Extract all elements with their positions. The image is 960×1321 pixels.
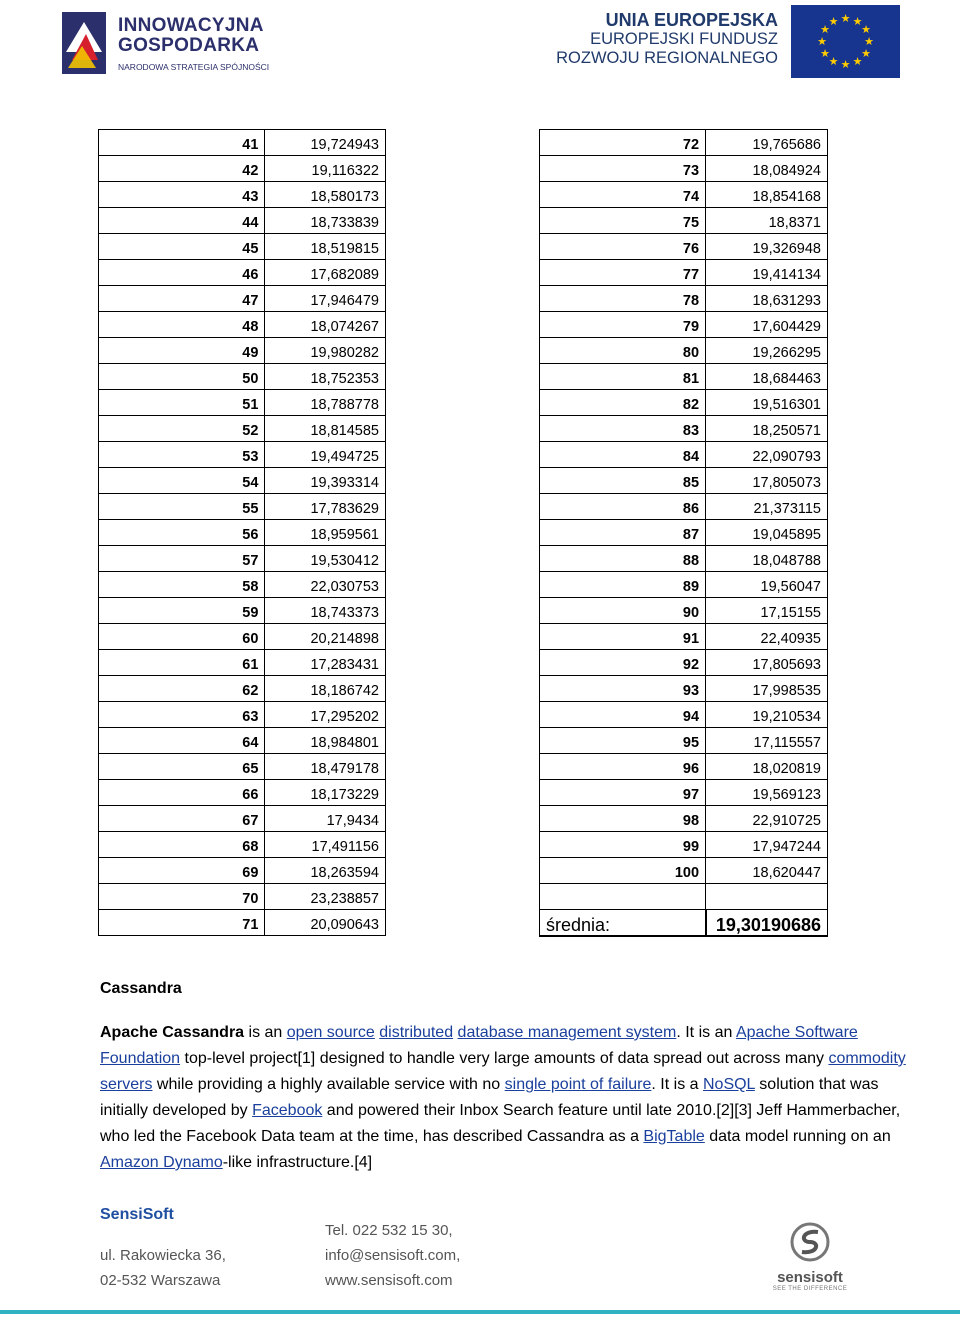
row-value: 18,074267 <box>265 312 386 338</box>
svg-text:★: ★ <box>820 23 830 36</box>
row-number: 65 <box>99 754 265 780</box>
table-row <box>99 468 386 494</box>
logo-line-3: NARODOWA STRATEGIA SPÓJNOŚCI <box>118 62 270 72</box>
row-number: 49 <box>99 338 265 364</box>
row-number: 54 <box>99 468 265 494</box>
row-value: 19,210534 <box>706 702 828 728</box>
ig-emblem-icon <box>62 12 106 74</box>
eu-flag-icon <box>791 5 900 78</box>
row-number: 93 <box>540 676 706 702</box>
row-number: 98 <box>540 806 706 832</box>
row-value: 19,530412 <box>265 546 386 572</box>
row-value: 17,15155 <box>706 598 828 624</box>
row-value: 17,283431 <box>265 650 386 676</box>
row-number: 58 <box>99 572 265 598</box>
footer-city: 02-532 Warszawa <box>100 1272 221 1289</box>
eu-line-1: UNIA EUROPEJSKA <box>605 10 778 30</box>
table-row <box>99 390 386 416</box>
row-number: 83 <box>540 416 706 442</box>
row-value: 17,682089 <box>265 260 386 286</box>
table-row <box>540 364 828 390</box>
row-number: 94 <box>540 702 706 728</box>
row-number: 44 <box>99 208 265 234</box>
eu-fund-text <box>518 10 778 68</box>
table-row <box>540 546 828 572</box>
table-row <box>540 182 828 208</box>
link-apache-software-foundation[interactable]: Apache Software Foundation <box>100 1024 858 1067</box>
row-number: 67 <box>99 806 265 832</box>
footer-phone: Tel. 022 532 15 30, <box>325 1222 453 1239</box>
table-row <box>99 234 386 260</box>
row-value: 19,765686 <box>706 130 828 156</box>
table-row <box>99 260 386 286</box>
table-row <box>540 416 828 442</box>
row-number: 78 <box>540 286 706 312</box>
table-row <box>99 754 386 780</box>
row-value: 22,030753 <box>265 572 386 598</box>
row-value: 17,604429 <box>706 312 828 338</box>
row-number: 48 <box>99 312 265 338</box>
row-value: 19,516301 <box>706 390 828 416</box>
section-title: Cassandra <box>100 980 182 997</box>
row-value: 18,186742 <box>265 676 386 702</box>
table-row <box>99 182 386 208</box>
table-row <box>99 624 386 650</box>
table-row <box>99 858 386 884</box>
table-row <box>540 494 828 520</box>
row-value: 17,946479 <box>265 286 386 312</box>
row-number: 80 <box>540 338 706 364</box>
row-number: 63 <box>99 702 265 728</box>
table-row <box>540 702 828 728</box>
link-commodity-servers[interactable]: commodity servers <box>100 1050 906 1093</box>
row-value: 22,910725 <box>706 806 828 832</box>
row-value: 17,783629 <box>265 494 386 520</box>
eu-line-2: EUROPEJSKI FUNDUSZ <box>590 30 778 48</box>
table-row <box>99 832 386 858</box>
row-value: 18,984801 <box>265 728 386 754</box>
row-value: 17,998535 <box>706 676 828 702</box>
link-open-source[interactable]: open source <box>286 1024 375 1041</box>
table-row <box>99 312 386 338</box>
link-distributed[interactable]: distributed <box>379 1024 454 1041</box>
row-value: 17,947244 <box>706 832 828 858</box>
row-number: 86 <box>540 494 706 520</box>
row-value: 17,805693 <box>706 650 828 676</box>
row-value: 18,519815 <box>265 234 386 260</box>
svg-text:★: ★ <box>852 55 863 68</box>
row-value: 18,020819 <box>706 754 828 780</box>
row-value: 18,263594 <box>265 858 386 884</box>
average-row <box>540 910 828 937</box>
table-row <box>99 416 386 442</box>
row-number: 70 <box>99 884 265 910</box>
row-number: 99 <box>540 832 706 858</box>
row-value: 19,494725 <box>265 442 386 468</box>
table-row <box>540 260 828 286</box>
svg-text:★: ★ <box>864 35 874 48</box>
table-row <box>99 650 386 676</box>
row-number: 88 <box>540 546 706 572</box>
link-dbms[interactable]: database management system <box>457 1024 677 1041</box>
row-number: 72 <box>540 130 706 156</box>
row-number: 45 <box>99 234 265 260</box>
row-value: 17,9434 <box>265 806 386 832</box>
table-row <box>540 676 828 702</box>
row-number: 75 <box>540 208 706 234</box>
row-value: 19,56047 <box>706 572 828 598</box>
row-number: 57 <box>99 546 265 572</box>
text-span: data model running on an <box>704 1128 891 1145</box>
row-value: 18,8371 <box>706 208 828 234</box>
table-row <box>99 728 386 754</box>
row-value: 18,733839 <box>265 208 386 234</box>
table-row <box>540 468 828 494</box>
row-value: 19,569123 <box>706 780 828 806</box>
row-number: 90 <box>540 598 706 624</box>
text-span: . It is an <box>676 1024 736 1041</box>
row-number: 92 <box>540 650 706 676</box>
row-value: 18,048788 <box>706 546 828 572</box>
row-number: 89 <box>540 572 706 598</box>
row-value: 18,752353 <box>265 364 386 390</box>
row-value: 17,295202 <box>265 702 386 728</box>
svg-text:★: ★ <box>852 15 863 28</box>
svg-text:★: ★ <box>820 47 830 60</box>
table-row <box>540 572 828 598</box>
row-value: 18,173229 <box>265 780 386 806</box>
table-row <box>99 286 386 312</box>
logo-name: sensisoft <box>777 1269 843 1286</box>
row-value: 18,250571 <box>706 416 828 442</box>
results-table-right <box>539 129 828 937</box>
table-row <box>540 780 828 806</box>
table-row <box>540 598 828 624</box>
table-row <box>99 910 386 936</box>
text-span: solution that was initially developed by <box>100 1076 879 1119</box>
row-value: 18,580173 <box>265 182 386 208</box>
row-number: 95 <box>540 728 706 754</box>
table-row <box>540 650 828 676</box>
row-value: 19,980282 <box>265 338 386 364</box>
row-number: 66 <box>99 780 265 806</box>
sensisoft-logo <box>770 1222 850 1292</box>
row-number: 84 <box>540 442 706 468</box>
link-bigtable[interactable]: BigTable <box>643 1128 705 1145</box>
innowacyjna-gospodarka-logo <box>62 12 277 78</box>
svg-text:★: ★ <box>817 35 827 48</box>
row-number: 85 <box>540 468 706 494</box>
logo-tagline: SEE THE DIFFERENCE <box>772 1286 848 1292</box>
table-row <box>99 676 386 702</box>
svg-text:★: ★ <box>840 58 851 71</box>
row-number: 76 <box>540 234 706 260</box>
row-value: 20,214898 <box>265 624 386 650</box>
row-value: 18,631293 <box>706 286 828 312</box>
row-value: 22,40935 <box>706 624 828 650</box>
cassandra-paragraph <box>100 1020 912 1176</box>
table-row <box>540 728 828 754</box>
table-row <box>99 702 386 728</box>
row-value: 17,491156 <box>265 832 386 858</box>
row-value: 23,238857 <box>265 884 386 910</box>
text-span: . It is a <box>651 1076 703 1093</box>
svg-text:★: ★ <box>828 15 839 28</box>
table-row <box>540 858 828 884</box>
row-number: 82 <box>540 390 706 416</box>
row-number: 41 <box>99 130 265 156</box>
row-number: 56 <box>99 520 265 546</box>
row-value: 19,414134 <box>706 260 828 286</box>
table-row <box>99 338 386 364</box>
table-row <box>99 364 386 390</box>
link-facebook[interactable]: Facebook <box>252 1102 323 1119</box>
table-row <box>99 780 386 806</box>
text-span: and powered their Inbox Search feature until late 2010.[2][3] Jeff Hammerbacher, who led the Facebook Data team at the time, has described Cassandra as a <box>100 1102 901 1145</box>
table-row <box>540 520 828 546</box>
svg-text:★: ★ <box>861 47 871 60</box>
table-row <box>540 754 828 780</box>
table-row <box>540 832 828 858</box>
row-value: 18,743373 <box>265 598 386 624</box>
row-number: 59 <box>99 598 265 624</box>
row-number: 68 <box>99 832 265 858</box>
text-span: is an <box>244 1024 287 1041</box>
table-row <box>540 312 828 338</box>
row-number: 46 <box>99 260 265 286</box>
text-span: while providing a highly available service with no <box>152 1076 505 1093</box>
term-apache-cassandra: Apache Cassandra <box>100 1024 245 1041</box>
link-single-point-of-failure[interactable]: single point of failure <box>504 1076 652 1093</box>
row-value: 21,373115 <box>706 494 828 520</box>
table-row <box>540 208 828 234</box>
table-row <box>540 442 828 468</box>
average-label: średnia: <box>540 910 706 937</box>
row-number: 77 <box>540 260 706 286</box>
row-number: 51 <box>99 390 265 416</box>
row-number: 42 <box>99 156 265 182</box>
row-number: 62 <box>99 676 265 702</box>
row-value: 19,326948 <box>706 234 828 260</box>
row-number: 74 <box>540 182 706 208</box>
row-value: 19,393314 <box>265 468 386 494</box>
text-span: -like infrastructure.[4] <box>222 1154 373 1171</box>
row-number: 64 <box>99 728 265 754</box>
row-value: 18,788778 <box>265 390 386 416</box>
footer-email: info@sensisoft.com, <box>325 1247 461 1264</box>
row-value: 19,266295 <box>706 338 828 364</box>
table-row <box>540 286 828 312</box>
row-value: 18,479178 <box>265 754 386 780</box>
row-number: 43 <box>99 182 265 208</box>
table-row <box>540 806 828 832</box>
table-row <box>99 598 386 624</box>
table-row <box>540 624 828 650</box>
table-row <box>99 520 386 546</box>
footer-street: ul. Rakowiecka 36, <box>100 1247 226 1264</box>
row-number: 71 <box>99 910 265 936</box>
table-row <box>99 546 386 572</box>
table-row <box>99 884 386 910</box>
table-row <box>99 208 386 234</box>
row-number: 53 <box>99 442 265 468</box>
row-number: 47 <box>99 286 265 312</box>
row-number: 69 <box>99 858 265 884</box>
row-value: 19,045895 <box>706 520 828 546</box>
row-number: 61 <box>99 650 265 676</box>
row-value: 22,090793 <box>706 442 828 468</box>
eu-line-3: ROZWOJU REGIONALNEGO <box>556 49 778 67</box>
row-number: 96 <box>540 754 706 780</box>
row-value: 18,620447 <box>706 858 828 884</box>
svg-text:★: ★ <box>840 12 851 25</box>
table-row <box>99 806 386 832</box>
row-number: 55 <box>99 494 265 520</box>
svg-text:★: ★ <box>828 55 839 68</box>
row-number: 100 <box>540 858 706 884</box>
row-number: 87 <box>540 520 706 546</box>
table-row <box>99 572 386 598</box>
link-amazon-dynamo[interactable]: Amazon Dynamo <box>100 1154 223 1171</box>
row-value: 18,084924 <box>706 156 828 182</box>
table-row <box>540 390 828 416</box>
row-value: 20,090643 <box>265 910 386 936</box>
table-row <box>540 156 828 182</box>
row-value: 17,805073 <box>706 468 828 494</box>
row-number: 97 <box>540 780 706 806</box>
row-number: 50 <box>99 364 265 390</box>
table-row <box>540 234 828 260</box>
row-value: 19,724943 <box>265 130 386 156</box>
footer-accent-bar <box>0 1310 960 1314</box>
footer-brand: SensiSoft <box>100 1206 174 1223</box>
row-value: 18,854168 <box>706 182 828 208</box>
row-number: 60 <box>99 624 265 650</box>
link-nosql[interactable]: NoSQL <box>702 1076 755 1093</box>
table-row <box>99 494 386 520</box>
results-table-left <box>98 129 386 936</box>
row-number: 91 <box>540 624 706 650</box>
row-value: 18,959561 <box>265 520 386 546</box>
table-row <box>540 130 828 156</box>
svg-text:★: ★ <box>861 23 871 36</box>
table-row <box>99 442 386 468</box>
table-row <box>99 130 386 156</box>
text-span: top-level project[1] designed to handle very large amounts of data spread out across many <box>180 1050 829 1067</box>
logo-line-1: INNOWACYJNA <box>118 15 264 36</box>
row-number: 52 <box>99 416 265 442</box>
row-value: 18,684463 <box>706 364 828 390</box>
row-value: 17,115557 <box>706 728 828 754</box>
row-value: 19,116322 <box>265 156 386 182</box>
row-number: 79 <box>540 312 706 338</box>
table-row-empty <box>540 884 828 910</box>
row-number: 81 <box>540 364 706 390</box>
row-value: 18,814585 <box>265 416 386 442</box>
table-row <box>540 338 828 364</box>
row-number: 73 <box>540 156 706 182</box>
sensisoft-swirl-icon <box>788 1222 832 1262</box>
logo-line-2: GOSPODARKA <box>118 35 260 56</box>
footer-website: www.sensisoft.com <box>325 1272 453 1289</box>
average-value: 19,30190686 <box>706 910 828 937</box>
table-row <box>99 156 386 182</box>
